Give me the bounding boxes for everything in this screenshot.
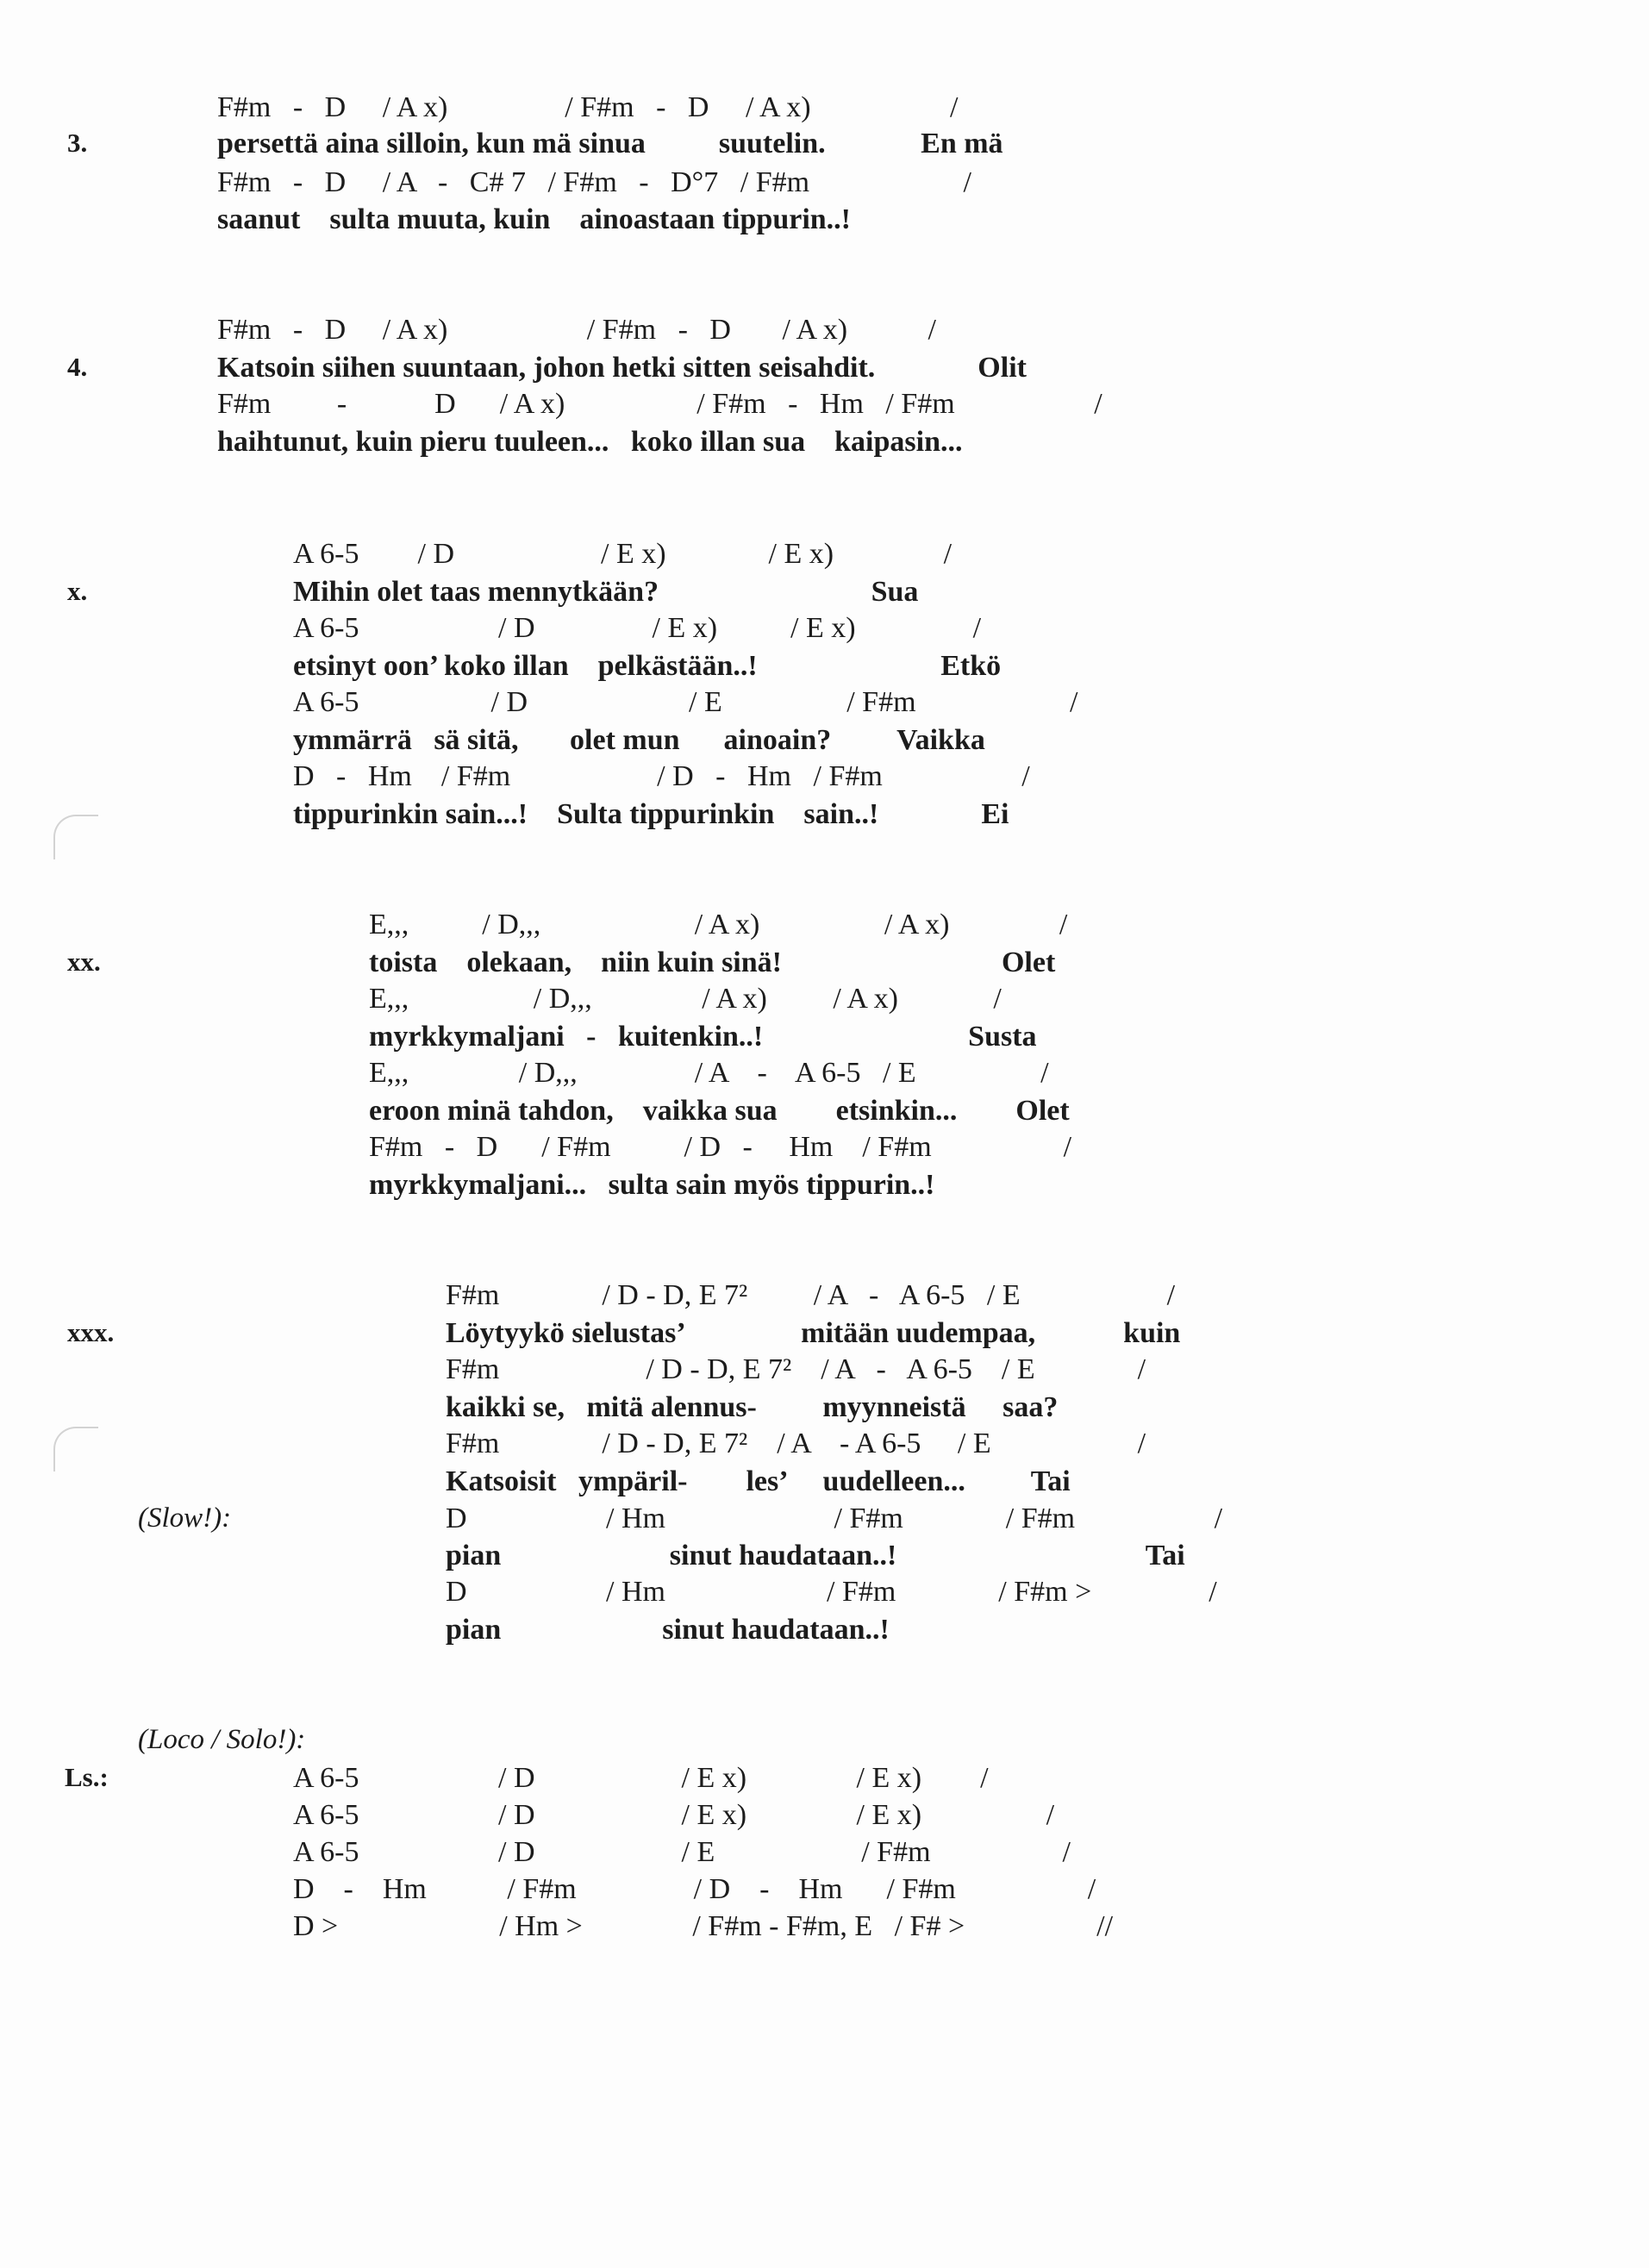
chord-line: F#m - D / A x) / F#m - D / A x) /	[217, 91, 959, 123]
lyric-line: Katsoisit ympäril- les’ uudelleen... Tai	[446, 1465, 1071, 1497]
chord-line: E,,, / D,,, / A x) / A x) /	[369, 909, 1068, 940]
verse-number-3: 3.	[67, 128, 88, 158]
lyric-line: eroon minä tahdon, vaikka sua etsinkin... Olet	[369, 1095, 1070, 1127]
solo-chord-row: D - Hm / F#m / D - Hm / F#m /	[293, 1873, 1096, 1905]
chord-line: D / Hm / F#m / F#m /	[446, 1503, 1223, 1534]
solo-chord-row: A 6-5 / D / E x) / E x) /	[293, 1799, 1055, 1831]
chord-line: F#m - D / F#m / D - Hm / F#m /	[369, 1131, 1072, 1163]
punch-hole-mark	[53, 815, 98, 859]
lyric-line: Mihin olet taas mennytkään? Sua	[293, 576, 919, 608]
section-label-chorus: x.	[67, 576, 88, 606]
punch-hole-mark	[53, 1427, 98, 1471]
chord-line: E,,, / D,,, / A x) / A x) /	[369, 983, 1002, 1015]
lyric-line: toista olekaan, niin kuin sinä! Olet	[369, 947, 1056, 978]
section-label-solo: Ls.:	[65, 1762, 109, 1792]
lyric-line: pian sinut haudataan..!	[446, 1614, 890, 1646]
section-label-bridge: xxx.	[67, 1317, 115, 1347]
lyric-line: haihtunut, kuin pieru tuuleen... koko illan sua kaipasin...	[217, 426, 963, 458]
lyric-line: ymmärrä sä sitä, olet mun ainoain? Vaikka	[293, 724, 985, 756]
lyric-line: pian sinut haudataan..! Tai	[446, 1540, 1185, 1571]
lyric-line: kaikki se, mitä alennus- myynneistä saa?	[446, 1391, 1059, 1423]
solo-chord-row: D > / Hm > / F#m - F#m, E / F# > //	[293, 1910, 1114, 1942]
chord-line: F#m - D / A - C# 7 / F#m - D°7 / F#m /	[217, 166, 972, 198]
solo-chord-row: A 6-5 / D / E x) / E x) /	[293, 1762, 989, 1794]
chord-line: A 6-5 / D / E / F#m /	[293, 686, 1078, 718]
chord-line: A 6-5 / D / E x) / E x) /	[293, 612, 982, 644]
solo-note: (Loco / Solo!):	[138, 1724, 306, 1755]
chord-line: A 6-5 / D / E x) / E x) /	[293, 538, 953, 570]
tempo-note-slow: (Slow!):	[138, 1503, 232, 1534]
lyric-line: etsinyt oon’ koko illan pelkästään..! Etkö	[293, 650, 1002, 682]
solo-chord-row: A 6-5 / D / E / F#m /	[293, 1836, 1071, 1868]
chord-line: F#m / D - D, E 7² / A - A 6-5 / E /	[446, 1428, 1146, 1459]
chord-line: F#m / D - D, E 7² / A - A 6-5 / E /	[446, 1353, 1146, 1385]
lyric-line: myrkkymaljani - kuitenkin..! Susta	[369, 1021, 1037, 1053]
lyric-line: persettä aina silloin, kun mä sinua suutelin. En mä	[217, 128, 1003, 159]
chord-line: F#m / D - D, E 7² / A - A 6-5 / E /	[446, 1279, 1176, 1311]
verse-number-4: 4.	[67, 352, 88, 382]
lyric-line: Katsoin siihen suuntaan, johon hetki sitten seisahdit. Olit	[217, 352, 1027, 384]
lyric-line: myrkkymaljani... sulta sain myös tippurin..!	[369, 1169, 935, 1201]
chord-line: F#m - D / A x) / F#m - Hm / F#m /	[217, 388, 1102, 420]
lyric-line: tippurinkin sain...! Sulta tippurinkin sain..! Ei	[293, 798, 1009, 830]
lyric-line: saanut sulta muuta, kuin ainoastaan tippurin..!	[217, 203, 852, 235]
chord-line: F#m - D / A x) / F#m - D / A x) /	[217, 314, 936, 346]
chord-line: D - Hm / F#m / D - Hm / F#m /	[293, 760, 1030, 792]
section-label-chorus-2: xx.	[67, 947, 101, 977]
chord-line: D / Hm / F#m / F#m > /	[446, 1576, 1217, 1608]
lyric-line: Löytyykö sielustas’ mitään uudempaa, kuin	[446, 1317, 1181, 1349]
chord-line: E,,, / D,,, / A - A 6-5 / E /	[369, 1057, 1049, 1089]
